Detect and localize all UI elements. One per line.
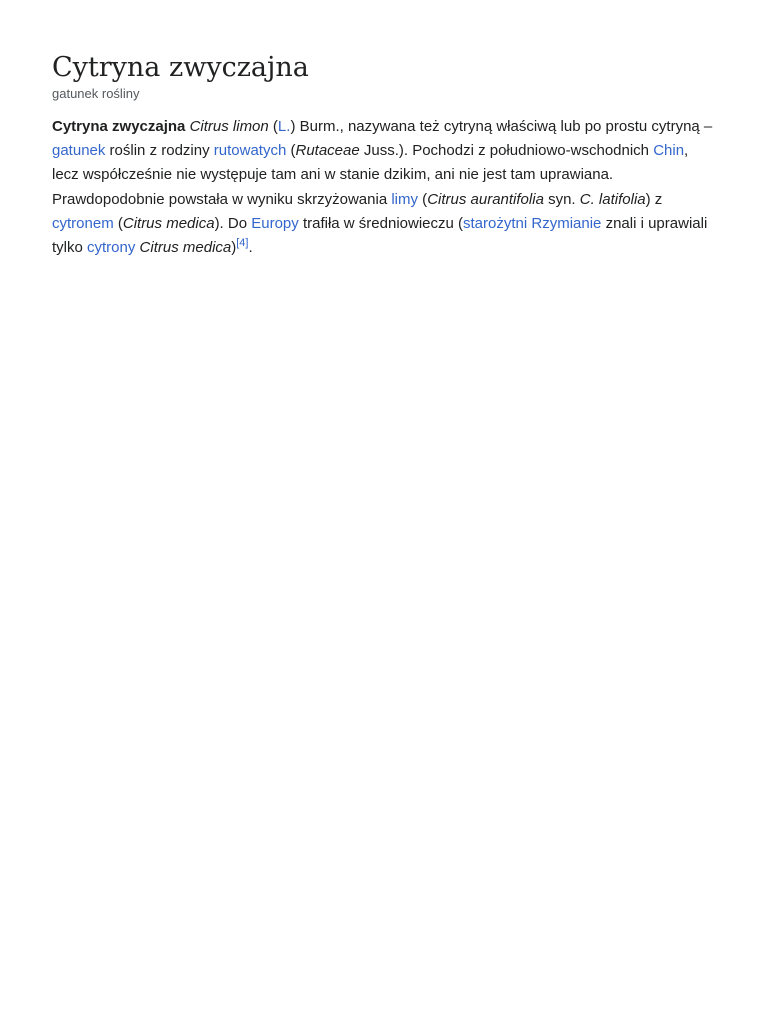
- link-rutowatych[interactable]: rutowatych: [213, 142, 287, 160]
- text-span: syn.: [543, 190, 580, 208]
- text-span: Juss.). Pochodzi z południowo-wschodnich: [359, 142, 654, 160]
- text-span: znali i uprawiali tylko: [52, 214, 708, 257]
- latin-name: Citrus medica: [122, 214, 215, 232]
- link-cytrony[interactable]: cytrony: [87, 239, 136, 257]
- latin-name: Citrus aurantifolia: [427, 190, 544, 208]
- text-span: (: [113, 214, 123, 232]
- text-span: (: [286, 142, 296, 160]
- text-span: (: [268, 118, 278, 135]
- text-span: trafiła w średniowieczu (: [298, 214, 464, 232]
- text-span: roślin z rodziny: [105, 142, 214, 160]
- text-span: ) Burm., nazywana też cytryną właściwą lub po prostu cytryną –: [290, 118, 713, 135]
- text-span: ): [231, 239, 237, 257]
- latin-name: Rutaceae: [295, 142, 360, 160]
- text-span: (: [418, 190, 428, 208]
- text-span: ). Do: [214, 214, 252, 232]
- link-starozytni-rzymianie[interactable]: starożytni Rzymianie: [463, 214, 602, 232]
- link-cytronem[interactable]: cytronem: [52, 214, 114, 232]
- article: [52, 50, 716, 260]
- text-span: ) z: [645, 190, 663, 208]
- page-subtitle: gatunek rośliny: [52, 86, 140, 101]
- text-span: , lecz współcześnie nie występuje tam ani w stanie dzikim, ani nie jest tam uprawiana. Prawdopodobnie powstała w wyniku skrzyżowania: [52, 142, 689, 208]
- bold-term: Cytryna zwyczajna: [52, 118, 186, 135]
- reference-link[interactable]: [4]: [236, 237, 249, 250]
- link-chin[interactable]: Chin: [653, 142, 685, 160]
- link-europy[interactable]: Europy: [251, 214, 299, 232]
- link-l[interactable]: L.: [277, 118, 291, 135]
- link-limy[interactable]: limy: [391, 190, 419, 208]
- intro-paragraph: [52, 115, 716, 260]
- latin-name: C. latifolia: [579, 190, 646, 208]
- latin-name: Citrus limon: [189, 118, 269, 135]
- link-gatunek[interactable]: gatunek: [52, 142, 106, 160]
- latin-name: Citrus medica: [139, 239, 232, 257]
- page-title: Cytryna zwyczajna: [52, 52, 309, 83]
- text-span: .: [248, 239, 253, 257]
